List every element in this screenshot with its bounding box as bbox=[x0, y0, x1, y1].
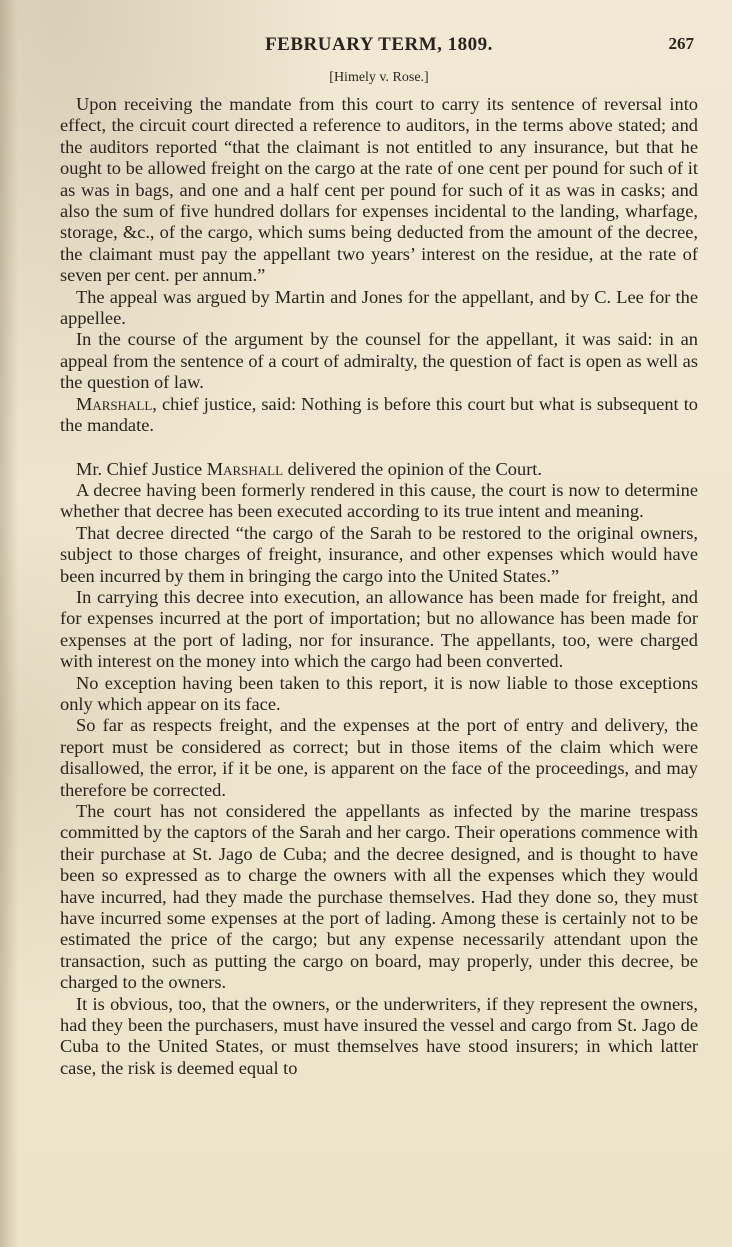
running-head bbox=[60, 34, 698, 60]
paragraph: It is obvious, too, that the owners, or the underwriters, if they represent the owners, had they been the purchasers, must have insured the vessel and cargo from St. Jago de Cuba to the United States, or must themselves have stood insurers; in which latter case, the risk is deemed equal to bbox=[60, 993, 698, 1078]
running-head-title: FEBRUARY TERM, 1809. bbox=[265, 34, 493, 55]
paragraph: No exception having been taken to this report, it is now liable to those exceptions only which appear on its face. bbox=[60, 672, 698, 714]
case-caption: [Himely v. Rose.] bbox=[329, 70, 429, 85]
paragraph: In the course of the argument by the counsel for the appellant, it was said: in an appeal from the sentence of a court of admiralty, the question of fact is open as well as the question of law. bbox=[60, 329, 698, 393]
paragraph: Upon receiving the mandate from this court to carry its sentence of reversal into effect, the circuit court directed a reference to auditors, in the terms above stated; and the auditors reported “that the claimant is not entitled to any insurance, but that he ought to be allowed freight on the cargo at the rate of one cent per pound for such of it as was in bags, and one and a half cent per pound for such of it as was in casks; and also the sum of five hundred dollars for expenses incidental to the landing, wharfage, storage, &c., of the cargo, which sums being deducted from the amount of the decree, the claimant must pay the appellant two years’ interest on the residue, at the rate of seven per cent. per annum.” bbox=[60, 94, 698, 286]
paragraph: The court has not considered the appellants as infected by the marine trespass committed by the captors of the Sarah and her cargo. Their operations commence with their purchase at St. Jago de Cuba; and the decree designed, and is thought to have been so expressed as to charge the owners with all the expenses which they would have incurred, had they made the purchase themselves. Had they done so, they must have incurred some expenses at the port of lading. Among these is certainly not to be estimated the price of the cargo; but any expense necessarily attendant upon the transaction, such as putting the cargo on board, may properly, under this decree, be charged to the owners. bbox=[60, 801, 698, 993]
body-text bbox=[60, 94, 698, 1079]
opinion-heading: Mr. Chief Justice Marshall delivered the opinion of the Court. bbox=[76, 458, 543, 479]
paragraph: In carrying this decree into execution, an allowance has been made for freight, and for expenses incurred at the port of importation; but no allowance has been made for expenses at the port of lading, nor for insurance. The appellants, too, were charged with interest on the money into which the cargo had been converted. bbox=[60, 586, 698, 672]
paragraph: That decree directed “the cargo of the Sarah to be restored to the original owners, subject to those charges of freight, insurance, and other expenses which would have been incurred by them in bringing the cargo into the United States.” bbox=[60, 522, 698, 586]
paragraph: So far as respects freight, and the expenses at the port of entry and delivery, the report must be considered as correct; but in those items of the claim which were disallowed, the error, if it be one, is apparent on the face of the proceedings, and may therefore be corrected. bbox=[60, 715, 698, 800]
paragraph: A decree having been formerly rendered in this cause, the court is now to determine whether that decree has been executed according to its true intent and meaning. bbox=[60, 479, 698, 522]
paragraph: The appeal was argued by Martin and Jones for the appellant, and by C. Lee for the appellee. bbox=[60, 286, 698, 329]
page-number: 267 bbox=[668, 34, 694, 53]
binding-shadow bbox=[0, 0, 18, 1247]
paragraph: Marshall, chief justice, said: Nothing is before this court but what is subsequent to the mandate. bbox=[60, 393, 698, 436]
